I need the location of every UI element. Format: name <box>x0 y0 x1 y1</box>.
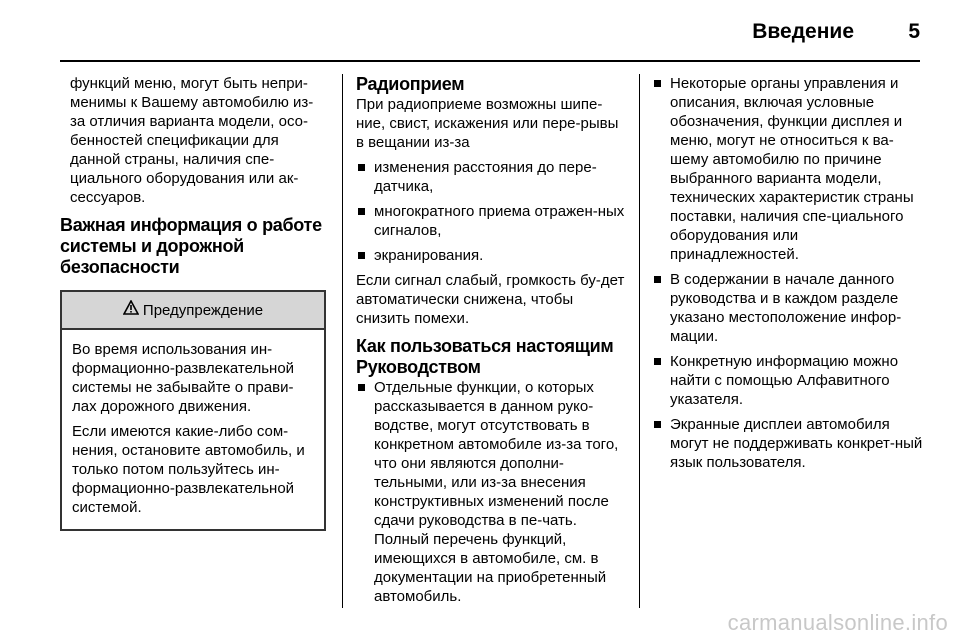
column-right <box>652 74 924 478</box>
section-heading: Радиоприем <box>356 74 465 94</box>
bullet-square-icon <box>654 421 661 428</box>
paragraph: При радиоприеме возможны шипе-ние, свист, искажения или пере-рывы в вещании из-за <box>356 96 619 151</box>
list-item: Конкретную информацию можно найти с помощью Алфавитного указателя. <box>652 352 924 409</box>
bullet-square-icon <box>358 164 365 171</box>
warning-paragraph: Во время использования ин-формационно-развлекательной системы не забывайте о прави-лах дорожного движения. <box>72 341 295 415</box>
page-number: 5 <box>908 20 920 43</box>
list-item: Экранные дисплеи автомобиля могут не поддерживать конкрет-ный язык пользователя. <box>652 415 924 472</box>
list-item: Отдельные функции, о которых рассказывается в данном руко-водстве, могут отсутствовать в конкретном автомобиле из-за того, что они являются дополни-тельными, или из-за внесения конструктивных изменений после сдачи руководства в пе-чать. Полный перечень функций, имеющихся в автомобиле, см. в документации на приобретенный автомобиль. <box>356 378 628 606</box>
bullet-list <box>356 378 628 606</box>
paragraph: Если сигнал слабый, громкость бу-дет автоматически снижена, чтобы снизить помехи. <box>356 272 625 327</box>
warning-paragraph: Если имеются какие-либо сом-нения, остановите автомобиль, и только потом пользуйтесь ин-формационно-развлекательной системой. <box>72 423 305 516</box>
warning-body <box>62 330 324 529</box>
column-middle <box>356 74 628 612</box>
bullet-square-icon <box>358 208 365 215</box>
bullet-square-icon <box>358 252 365 259</box>
warning-title: Предупреждение <box>142 301 264 319</box>
bullet-square-icon <box>654 358 661 365</box>
column-left <box>60 74 328 531</box>
bullet-square-icon <box>654 80 661 87</box>
bullet-list <box>652 74 924 472</box>
list-item: Некоторые органы управления и описания, включая условные обозначения, функции дисплея и меню, могут не относиться к ва-шему автомобилю по причине выбранного варианта модели, технических характеристик страны поставки, наличия спе-циального оборудования или принадлежностей. <box>652 74 924 264</box>
list-item: изменения расстояния до пере-датчика, <box>356 158 628 196</box>
bullet-square-icon <box>654 276 661 283</box>
list-item: В содержании в начале данного руководства и в каждом разделе указано местоположение инфор-мации. <box>652 270 924 346</box>
page-header <box>60 0 920 62</box>
bullet-square-icon <box>358 384 365 391</box>
column-divider <box>639 74 640 608</box>
bullet-list <box>356 158 628 265</box>
warning-header <box>62 292 324 330</box>
warning-box <box>60 290 326 531</box>
warning-triangle-icon <box>123 300 139 320</box>
list-item: экранирования. <box>356 246 628 265</box>
watermark: carmanualsonline.info <box>727 610 948 635</box>
section-heading: Как пользоваться настоящим Руководством <box>356 336 614 377</box>
column-divider <box>342 74 343 608</box>
intro-paragraph: функций меню, могут быть непри-менимы к Вашему автомобилю из-за отличия варианта модели, осо-бенностей спецификации для данной страны, наличия спе-циального оборудования или ак-сессуаров. <box>70 75 314 206</box>
list-item: многократного приема отражен-ных сигналов, <box>356 202 628 240</box>
section-title: Введение <box>752 20 854 43</box>
section-heading: Важная информация о работе системы и дорожной безопасности <box>60 215 322 277</box>
